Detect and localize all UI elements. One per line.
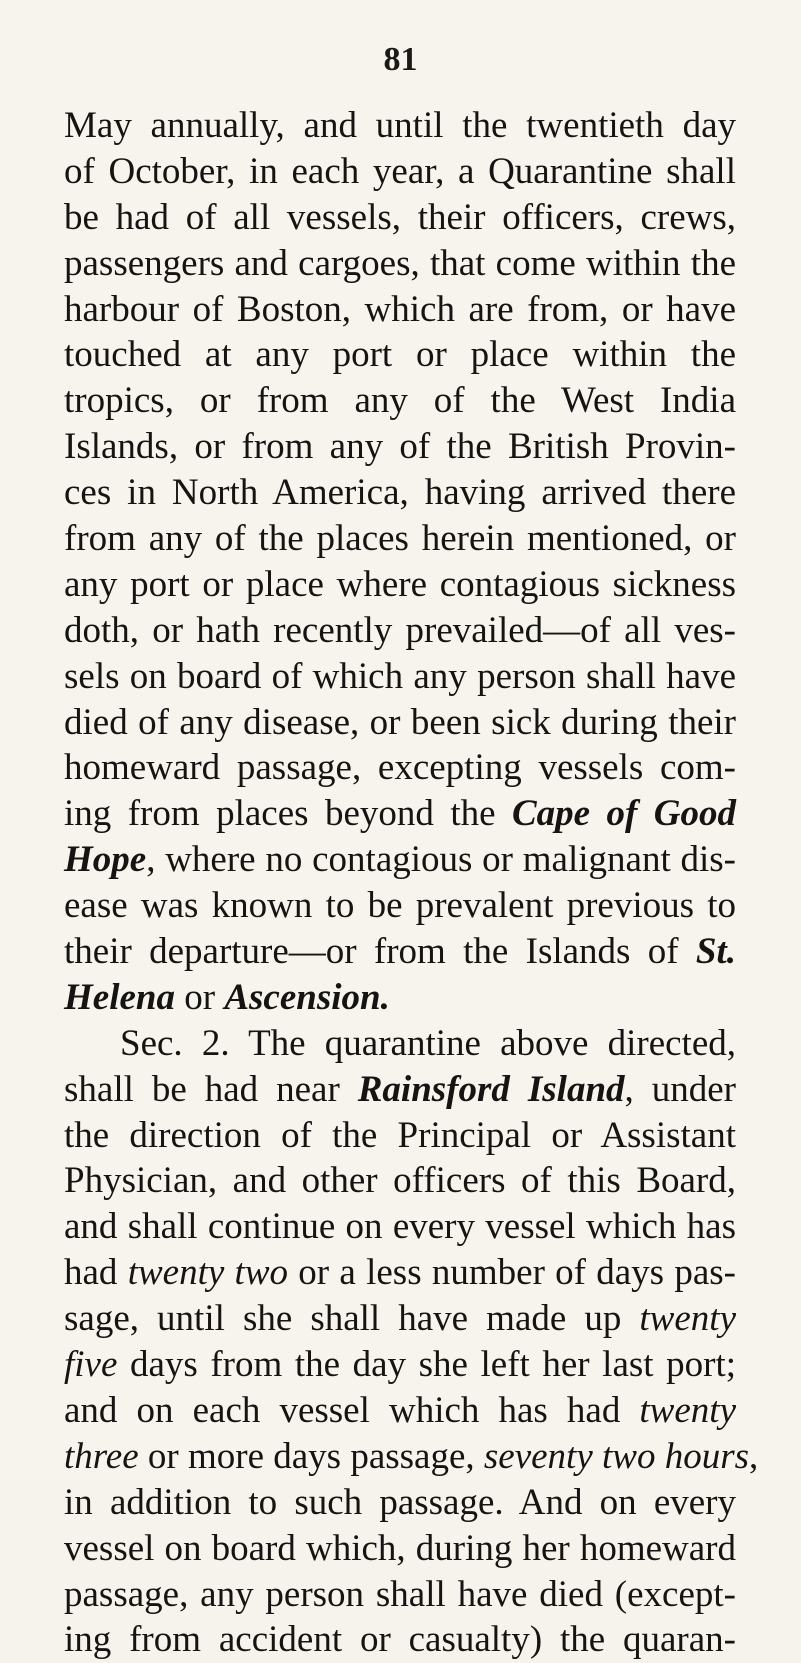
text-line: passengers and cargoes, that come within the	[64, 242, 736, 284]
section-heading-line: Sec. 2. The quarantine above directed,	[120, 1022, 736, 1064]
text-run: or more days passage,	[138, 1435, 484, 1477]
text-line	[64, 1067, 736, 1113]
text-line	[64, 975, 736, 1021]
text-line: in addition to such passage. And on every	[64, 1481, 736, 1523]
italic-run-twenty: twenty	[639, 1389, 736, 1431]
italic-run-rainsford-island: Rainsford Island	[357, 1068, 625, 1110]
text-line	[64, 929, 736, 975]
text-line: died of any disease, or been sick during their	[64, 701, 736, 743]
text-run: had	[64, 1252, 128, 1294]
text-line: Physician, and other officers of this Board,	[64, 1160, 736, 1202]
text-line: and shall continue on every vessel which has	[64, 1206, 736, 1248]
italic-run-cape-of-good: Cape of Good	[511, 793, 736, 835]
text-run: shall be had near	[64, 1068, 358, 1110]
text-line: sels on board of which any person shall have	[64, 655, 736, 697]
text-line	[64, 1388, 736, 1434]
text-line: touched at any port or place within the	[64, 334, 736, 376]
text-run: ,	[749, 1435, 759, 1477]
text-line: the direction of the Principal or Assistant	[64, 1114, 736, 1156]
text-line	[64, 1296, 736, 1342]
text-run: , under	[624, 1068, 736, 1110]
text-line	[64, 1250, 736, 1296]
text-line: vessel on board which, during her homeward	[64, 1527, 736, 1569]
italic-run-seventy-two-hours: seventy two hours	[483, 1435, 750, 1477]
text-run: their departure—or from the Islands of	[64, 931, 696, 973]
italic-run-st: St.	[695, 931, 736, 973]
italic-run-ascension: Ascension.	[224, 976, 390, 1018]
text-run: days from the day she left her last port;	[117, 1344, 736, 1386]
italic-run-twenty: twenty	[639, 1298, 736, 1340]
italic-run-helena: Helena	[64, 976, 175, 1018]
text-line: ing from accident or casualty) the quaran-	[64, 1619, 736, 1661]
text-line: ease was known to be prevalent previous to	[64, 885, 736, 927]
text-line: May annually, and until the twentieth day	[64, 105, 736, 146]
text-line: of October, in each year, a Quarantine shall	[64, 150, 736, 192]
text-line: any port or place where contagious sickness	[64, 563, 736, 605]
text-run: and on each vessel which has had	[64, 1389, 640, 1431]
text-run: or a less number of days pas-	[288, 1252, 736, 1294]
text-line: doth, or hath recently prevailed—of all ves-	[64, 609, 736, 651]
italic-run-hope: Hope	[64, 839, 147, 881]
text-line: be had of all vessels, their officers, crews,	[64, 196, 736, 238]
text-line	[64, 837, 736, 883]
italic-run-three: three	[64, 1435, 139, 1477]
text-run: ing from places beyond the	[64, 793, 512, 835]
text-line: ces in North America, having arrived there	[64, 472, 736, 514]
text-line: from any of the places herein mentioned, or	[64, 518, 736, 560]
page-number: 81	[383, 41, 418, 78]
italic-run-five: five	[64, 1344, 118, 1386]
italic-run-twenty-two: twenty two	[127, 1252, 289, 1294]
text-line: Islands, or from any of the British Provin-	[64, 426, 736, 468]
text-line	[64, 1342, 736, 1388]
text-line	[64, 1434, 759, 1480]
text-run: or	[174, 976, 225, 1018]
text-line: harbour of Boston, which are from, or have	[64, 288, 736, 330]
text-line: homeward passage, excepting vessels com-	[64, 747, 736, 789]
text-line: passage, any person shall have died (except-	[64, 1573, 736, 1615]
text-run: sage, until she shall have made up	[64, 1298, 640, 1340]
text-run: , where no contagious or malignant dis-	[146, 839, 736, 881]
text-line	[64, 791, 736, 837]
body-text	[64, 103, 759, 1663]
text-line: tropics, or from any of the West India	[64, 380, 736, 422]
